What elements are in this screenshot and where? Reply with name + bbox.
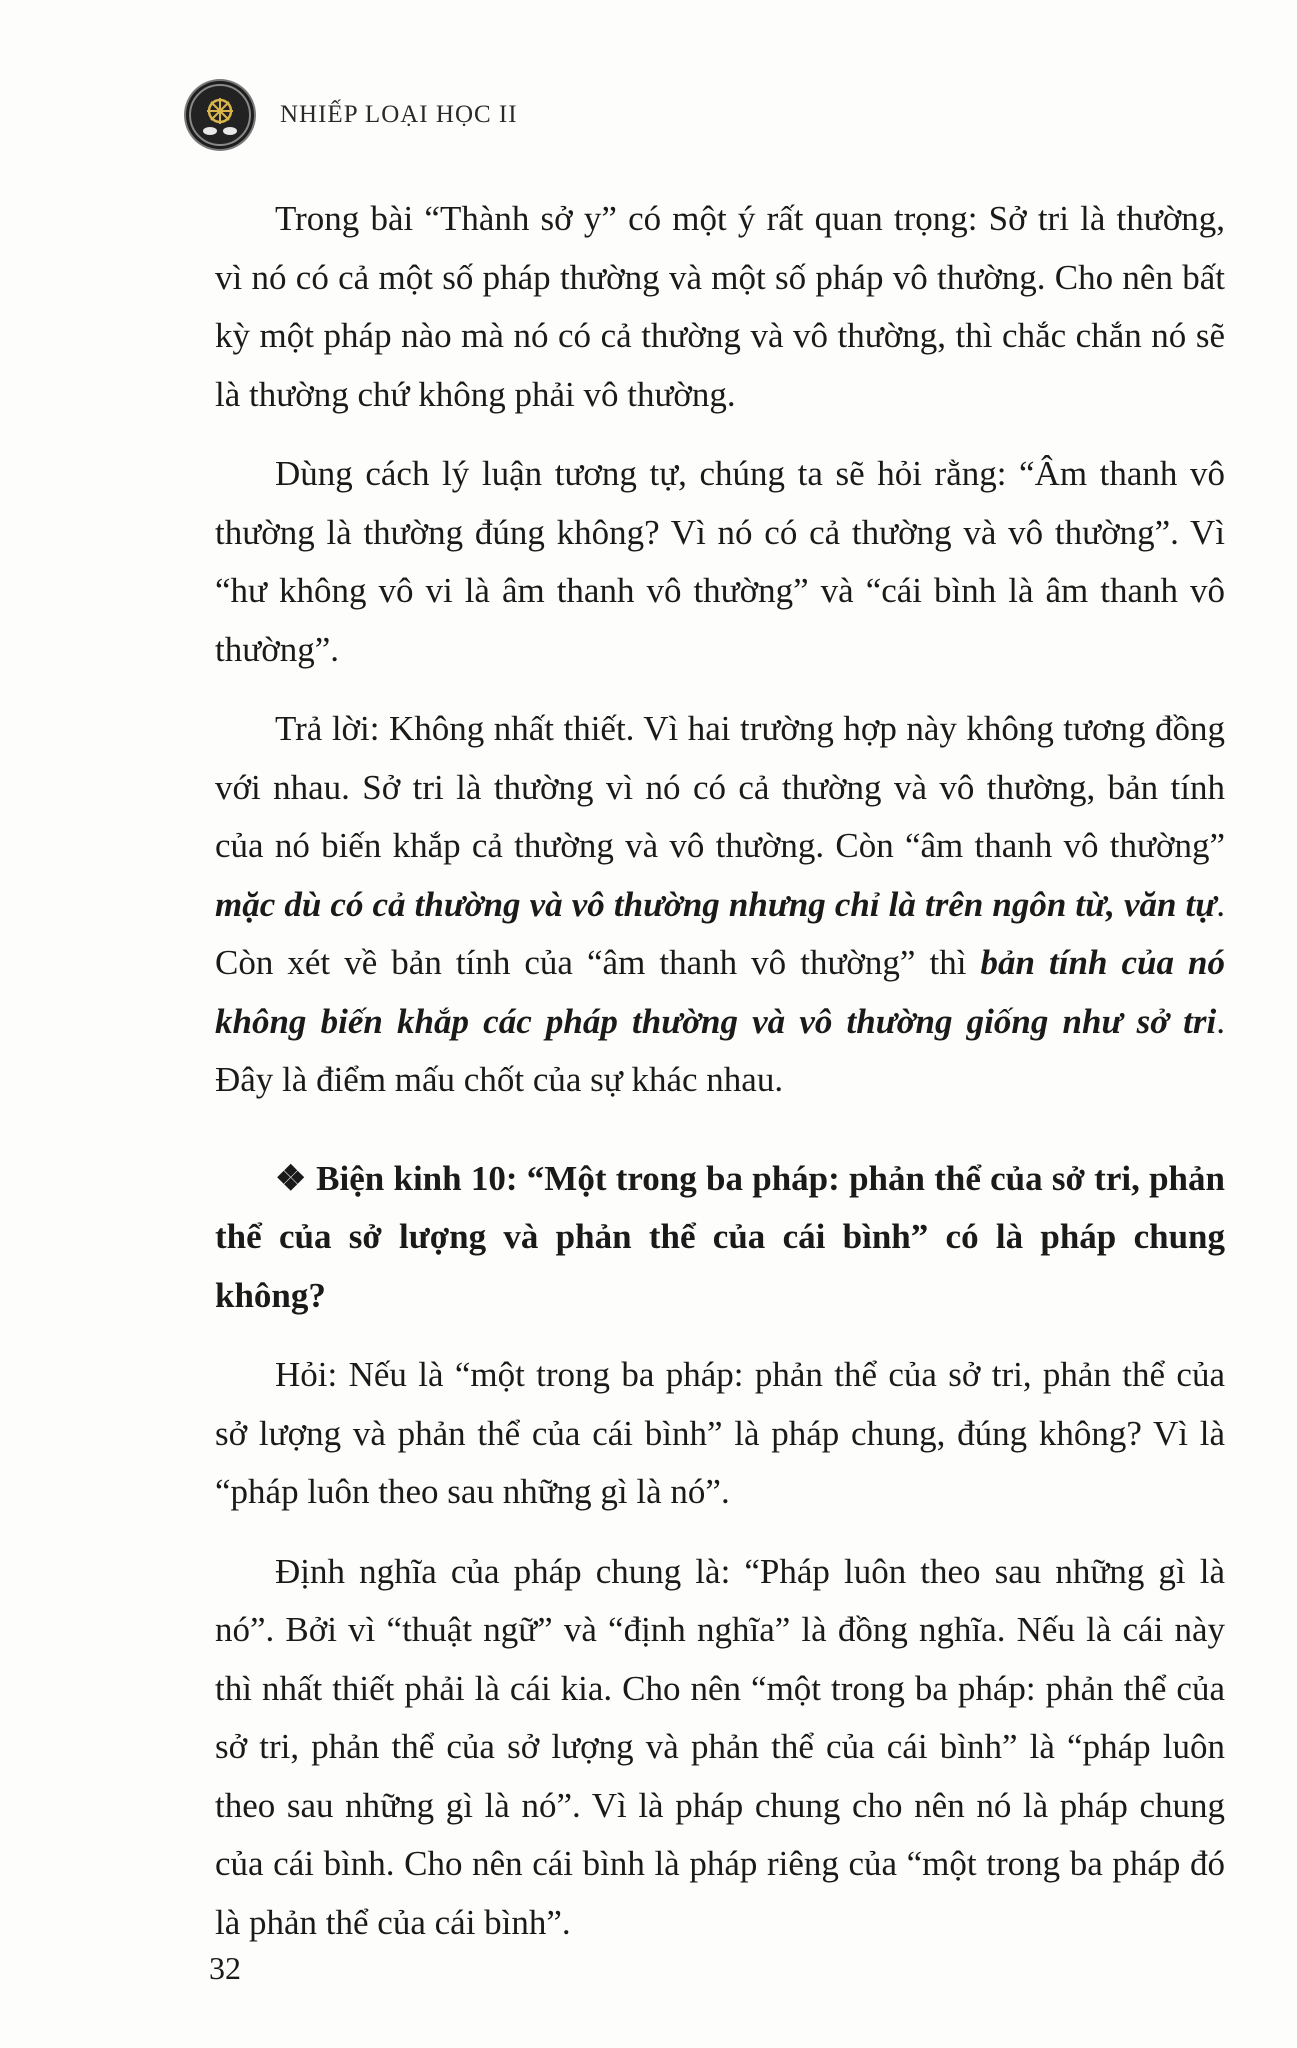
- answer-text: . Đây là điểm mấu chốt của sự khác nhau.: [215, 1001, 1225, 1099]
- emphasis-text: mặc dù có cả thường và vô thường nhưng chỉ là trên ngôn từ, văn tự: [215, 884, 1217, 924]
- running-header: [186, 80, 518, 150]
- answer-text: Trả lời: Không nhất thiết. Vì hai trường hợp này không tương đồng với nhau. Sở tri là thường vì nó có cả thường và vô thường, bản tính của nó biến khắp cả thường và vô thường. Còn “âm thanh vô thường”: [215, 709, 1225, 865]
- paragraph: Trong bài “Thành sở y” có một ý rất quan trọng: Sở tri là thường, vì nó có cả một số pháp thường và một số pháp vô thường. Cho nên bất kỳ một pháp nào mà nó có cả thường và vô thường, thì chắc chắn nó sẽ là thường chứ không phải vô thường.: [215, 199, 1225, 414]
- paragraph-answer: [215, 700, 1225, 1110]
- answer-text: . Còn xét về bản tính của “âm thanh vô thường” thì: [215, 884, 1225, 982]
- body-text: [215, 190, 1225, 1973]
- paragraph: Hỏi: Nếu là “một trong ba pháp: phản thể của sở tri, phản thể của sở lượng và phản thể của cái bình” là pháp chung, đúng không? Vì là “pháp luôn theo sau những gì là nó”.: [215, 1355, 1225, 1511]
- dharma-wheel-icon: [186, 81, 254, 149]
- paragraph: Dùng cách lý luận tương tự, chúng ta sẽ hỏi rằng: “Âm thanh vô thường là thường đúng không? Vì nó có cả thường và vô thường”. Vì “hư không vô vi là âm thanh vô thường” và “cái bình là âm thanh vô thường”.: [215, 454, 1225, 669]
- paragraph: Định nghĩa của pháp chung là: “Pháp luôn theo sau những gì là nó”. Bởi vì “thuật ngữ” và “định nghĩa” là đồng nghĩa. Nếu là cái này thì nhất thiết phải là cái kia. Cho nên “một trong ba pháp: phản thể của sở tri, phản thể của sở lượng và phản thể của cái bình” là “pháp luôn theo sau những gì là nó”. Vì là pháp chung cho nên nó là pháp chung của cái bình. Cho nên cái bình là pháp riêng của “một trong ba pháp đó là phản thể của cái bình”.: [215, 1551, 1225, 1942]
- section-heading-text: Biện kinh 10: “Một trong ba pháp: phản thể của sở tri, phản thể của sở lượng và phản thể của cái bình” có là pháp chung không?: [215, 1158, 1225, 1315]
- section-heading: [215, 1150, 1225, 1326]
- emphasis-text: bản tính của nó không biến khắp các pháp thường và vô thường giống như sở tri: [215, 943, 1226, 1041]
- page-number: 32: [209, 1950, 241, 1986]
- diamond-bullet-icon: ❖: [275, 1158, 307, 1198]
- running-header-title: NHIẾP LOẠI HỌC II: [280, 101, 518, 128]
